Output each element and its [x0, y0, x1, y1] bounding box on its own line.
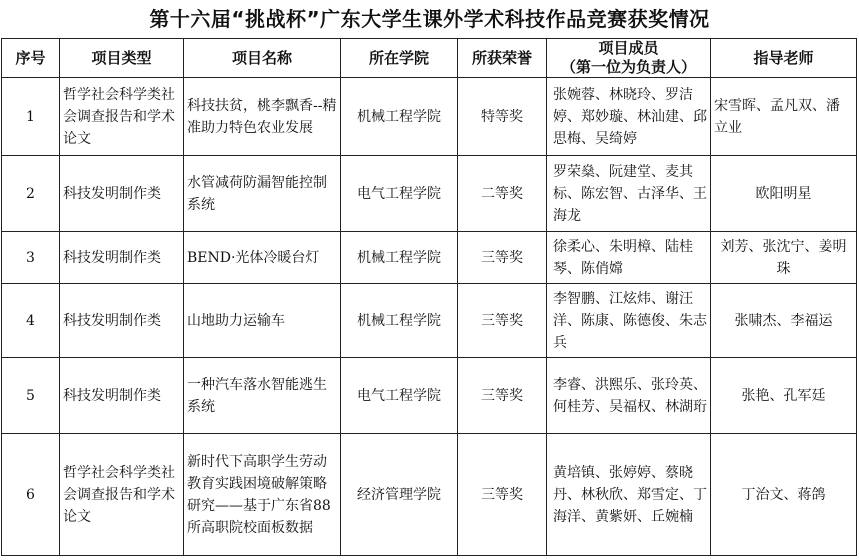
- table-row: [2, 434, 857, 556]
- cell-members: 李智鹏、江炫炜、谢汪洋、陈康、陈德俊、朱志兵: [547, 284, 711, 358]
- header-row: [2, 39, 857, 78]
- cell-name: 新时代下高职学生劳动教育实践困境破解策略研究——基于广东省88所高职院校面板数据: [184, 434, 341, 556]
- cell-type: 科技发明制作类: [60, 284, 184, 358]
- cell-name: 山地助力运输车: [184, 284, 341, 358]
- cell-award: 三等奖: [458, 434, 547, 556]
- header-no: 序号: [2, 39, 60, 78]
- cell-college: 机械工程学院: [341, 284, 458, 358]
- cell-type: 科技发明制作类: [60, 156, 184, 232]
- cell-no: 3: [2, 232, 60, 284]
- cell-members: 李睿、洪熙乐、张玲英、何桂芳、吴福权、林湖珩: [547, 358, 711, 434]
- cell-no: 2: [2, 156, 60, 232]
- cell-college: 机械工程学院: [341, 232, 458, 284]
- cell-award: 特等奖: [458, 78, 547, 156]
- cell-advisor: 刘芳、张沈宁、姜明珠: [711, 232, 857, 284]
- cell-advisor: 欧阳明星: [711, 156, 857, 232]
- cell-no: 1: [2, 78, 60, 156]
- header-college: 所在学院: [341, 39, 458, 78]
- table-row: [2, 78, 857, 156]
- cell-award: 三等奖: [458, 358, 547, 434]
- header-advisor: 指导老师: [711, 39, 857, 78]
- cell-college: 电气工程学院: [341, 156, 458, 232]
- cell-type: 哲学社会科学类社会调查报告和学术论文: [60, 78, 184, 156]
- page-title: 第十六届“挑战杯”广东大学生课外学术科技作品竞赛获奖情况: [149, 7, 710, 31]
- cell-advisor: 张啸杰、李福运: [711, 284, 857, 358]
- cell-name: BEND·光体冷暖台灯: [184, 232, 341, 284]
- cell-advisor: 张艳、孔军廷: [711, 358, 857, 434]
- cell-members: 张婉蓉、林晓玲、罗洁婷、郑妙璇、林汕建、邱思梅、吴绮婷: [547, 78, 711, 156]
- header-members-line2: （第一位为负责人）: [560, 58, 696, 76]
- table-row: [2, 358, 857, 434]
- header-award: 所获荣誉: [458, 39, 547, 78]
- header-name: 项目名称: [184, 39, 341, 78]
- header-members-line1: 项目成员: [598, 39, 659, 57]
- cell-members: 罗荣燊、阮建堂、麦其标、陈宏智、古泽华、王海龙: [547, 156, 711, 232]
- cell-award: 二等奖: [458, 156, 547, 232]
- cell-name: 科技扶贫，桃李飘香--精准助力特色农业发展: [184, 78, 341, 156]
- cell-no: 6: [2, 434, 60, 556]
- header-members: [547, 39, 711, 78]
- cell-college: 经济管理学院: [341, 434, 458, 556]
- cell-type: 科技发明制作类: [60, 232, 184, 284]
- cell-members: 徐柔心、朱明樟、陆桂琴、陈俏嫦: [547, 232, 711, 284]
- cell-no: 5: [2, 358, 60, 434]
- cell-name: 水管减荷防漏智能控制系统: [184, 156, 341, 232]
- header-type: 项目类型: [60, 39, 184, 78]
- table-row: [2, 284, 857, 358]
- cell-award: 三等奖: [458, 284, 547, 358]
- cell-type: 科技发明制作类: [60, 358, 184, 434]
- cell-advisor: 宋雪晖、孟凡双、潘立业: [711, 78, 857, 156]
- cell-advisor: 丁治文、蒋鸽: [711, 434, 857, 556]
- cell-type: 哲学社会科学类社会调查报告和学术论文: [60, 434, 184, 556]
- awards-table: [1, 38, 857, 556]
- cell-members: 黄培镇、张婷婷、蔡晓丹、林秋欣、郑雪定、丁海洋、黄紫妍、丘婉楠: [547, 434, 711, 556]
- cell-no: 4: [2, 284, 60, 358]
- cell-name: 一种汽车落水智能逃生系统: [184, 358, 341, 434]
- cell-award: 三等奖: [458, 232, 547, 284]
- cell-college: 电气工程学院: [341, 358, 458, 434]
- table-row: [2, 232, 857, 284]
- table-row: [2, 156, 857, 232]
- cell-college: 机械工程学院: [341, 78, 458, 156]
